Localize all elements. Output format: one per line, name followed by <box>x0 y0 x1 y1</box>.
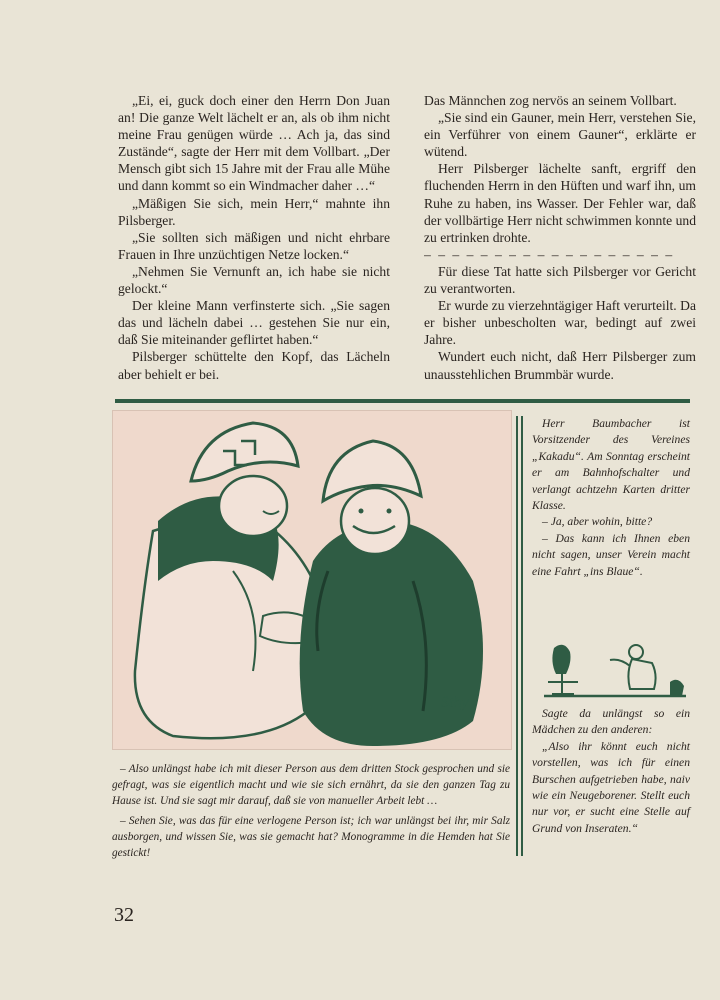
paragraph: Pilsberger schüttelte den Kopf, das Lächeln aber behielt er bei. <box>118 349 390 382</box>
paragraph: „Mäßigen Sie sich, mein Herr,“ mahnte ihn Pilsberger. <box>118 195 390 228</box>
paragraph: „Ei, ei, guck doch einer den Herrn Don Juan an! Die ganze Welt lächelt er an, als ob ihm nicht meine Frau genügen würde … Ach ja, das sind Zustände“, sagte der Herr mit dem Vollbart. „Der Mensch gibt sich 15 Jahre mit der Frau alle Mühe und dann kommt so ein Windmacher daher …“ <box>118 93 390 194</box>
paragraph: „Sie sollten sich mäßigen und nicht ehrbare Frauen in Ihre unzüchtigen Netze locken.“ <box>118 229 390 262</box>
cartoon-caption <box>112 762 510 865</box>
paragraph: Er wurde zu vierzehntägiger Haft verurteilt. Da er bisher unbescholten war, bedingt auf zwei Jahre. <box>424 298 696 348</box>
vertical-divider <box>521 416 523 856</box>
paragraph: Das Männchen zog nervös an seinem Vollbart. <box>424 93 677 108</box>
cartoon-drawing <box>113 411 511 749</box>
left-text-column <box>118 92 390 383</box>
caption-line: – Sehen Sie, was das für eine verlogene Person ist; ich war unlängst bei ihr, mir Salz ausborgen, und wissen Sie, was sie gemacht hat? Monogramme in die Hemden hat Sie gestickt! <box>112 814 510 859</box>
paragraph: „Nehmen Sie Vernunft an, ich habe sie nicht gelockt.“ <box>118 263 390 297</box>
cartoon-illustration <box>112 410 512 750</box>
paragraph: „Also ihr könnt euch nicht vorstellen, was ich für einen Burschen aufgetrieben habe, naiv wie ein Neugeborener. Stellt euch nur vor, er sucht eine Stelle auf Grund von Inseraten.“ <box>532 739 690 835</box>
horizontal-divider <box>115 399 690 403</box>
paragraph: – Ja, aber wohin, bitte? <box>542 515 653 529</box>
small-vignette-illustration <box>540 638 690 700</box>
paragraph: – Das kann ich Ihnen eben nicht sagen, unser Verein macht eine Fahrt „ins Blaue“. <box>532 531 690 578</box>
right-text-column <box>424 92 696 383</box>
page-number: 32 <box>114 904 134 926</box>
paragraph: Wundert euch nicht, daß Herr Pilsberger zum unausstehlichen Brummbär wurde. <box>424 349 696 382</box>
artist-signature: Sthy <box>441 694 469 711</box>
paragraph: Sagte da unlängst so ein Mädchen zu den anderen: <box>532 707 690 737</box>
vertical-divider <box>516 416 518 856</box>
paragraph: „Sie sind ein Gauner, mein Herr, verstehen Sie, ein Verführer von einem Gauner“, erklärte er wütend. <box>424 110 696 160</box>
dash-separator: – – – – – – – – – – – – – – – – – – <box>424 246 675 262</box>
anecdote-kakadu <box>532 416 690 580</box>
paragraph: Der kleine Mann verfinsterte sich. „Sie sagen das und lächeln dabei … gestehen Sie nur ein, daß Sie miteinander geflirtet haben.“ <box>118 298 390 348</box>
caption-line: – Also unlängst habe ich mit dieser Person aus dem dritten Stock gesprochen und sie gefragt, was sie eigentlich macht und wie sie sich ernährt, da sie den ganzen Tag zu Hause ist. Und sie sagt mir darauf, daß sie von manueller Arbeit lebt … <box>112 763 510 807</box>
paragraph: Herr Baumbacher ist Vorsitzender des Vereines „Kakadu“. Am Sonntag erscheint er am Bahnhofschalter und verlangt achtzehn Karten dritter Klasse. <box>532 417 690 513</box>
anecdote-naive-boy <box>532 706 690 837</box>
paragraph: Herr Pilsberger lächelte sanft, ergriff den fluchenden Herrn in den Hüften und warf ihn, um Ruhe zu haben, ins Wasser. Der Fehler war, daß der vollbärtige Herr nicht schwimmen konnte und zu ertrinken drohte. <box>424 161 696 245</box>
paragraph: Für diese Tat hatte sich Pilsberger vor Gericht zu verantworten. <box>424 263 696 297</box>
